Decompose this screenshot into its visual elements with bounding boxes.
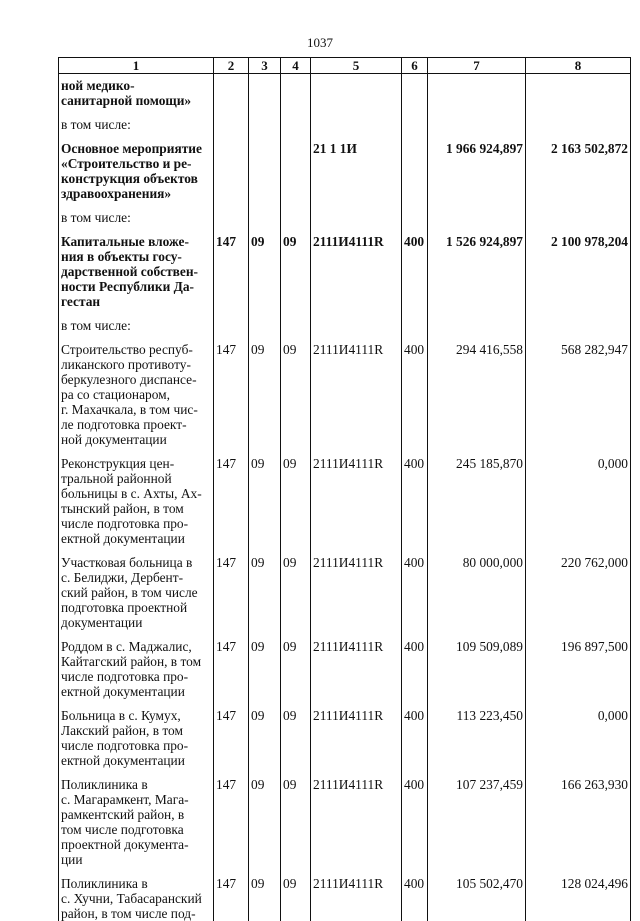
table-row	[59, 141, 631, 210]
cell-target-article: 2111И4111R	[311, 456, 402, 555]
cell-expense-type: 400	[402, 555, 428, 639]
cell-target-article: 2111И4111R	[311, 234, 402, 318]
cell-ministry-code: 147	[214, 708, 249, 777]
cell-subsection-code	[281, 74, 311, 118]
cell-ministry-code: 147	[214, 342, 249, 456]
cell-section-code: 09	[249, 639, 281, 708]
cell-amount-year2: 166 263,930	[526, 777, 631, 876]
cell-amount-year1: 109 509,089	[428, 639, 526, 708]
cell-expense-type	[402, 318, 428, 342]
cell-section-code: 09	[249, 555, 281, 639]
item-name: Участковая больница в с. Белиджи, Дербент- ский район, в том числе подготовка проектной документации	[59, 555, 214, 639]
column-header: 3	[249, 58, 281, 74]
cell-amount-year2: 196 897,500	[526, 639, 631, 708]
cell-section-code: 09	[249, 234, 281, 318]
cell-section-code	[249, 74, 281, 118]
cell-amount-year1	[428, 74, 526, 118]
cell-amount-year2	[526, 210, 631, 234]
cell-amount-year1: 245 185,870	[428, 456, 526, 555]
cell-amount-year2: 2 100 978,204	[526, 234, 631, 318]
page-number: 1037	[0, 35, 640, 51]
cell-expense-type: 400	[402, 342, 428, 456]
cell-amount-year1: 80 000,000	[428, 555, 526, 639]
cell-expense-type	[402, 74, 428, 118]
cell-expense-type: 400	[402, 777, 428, 876]
cell-subsection-code: 09	[281, 777, 311, 876]
cell-subsection-code	[281, 141, 311, 210]
cell-expense-type: 400	[402, 708, 428, 777]
cell-target-article	[311, 117, 402, 141]
item-name: Капитальные вложе- ния в объекты госу- дарственной собствен- ности Республики Да- гестан	[59, 234, 214, 318]
cell-amount-year2	[526, 74, 631, 118]
cell-subsection-code	[281, 210, 311, 234]
cell-target-article: 2111И4111R	[311, 777, 402, 876]
cell-section-code: 09	[249, 456, 281, 555]
cell-subsection-code: 09	[281, 639, 311, 708]
table-row	[59, 456, 631, 555]
item-name: Основное мероприятие «Строительство и ре- конструкция объектов здравоохранения»	[59, 141, 214, 210]
table-row	[59, 708, 631, 777]
cell-ministry-code	[214, 74, 249, 118]
cell-amount-year2: 2 163 502,872	[526, 141, 631, 210]
cell-amount-year2: 0,000	[526, 708, 631, 777]
cell-amount-year1	[428, 117, 526, 141]
header-row	[59, 58, 631, 74]
cell-ministry-code	[214, 210, 249, 234]
item-name: Поликлиника в с. Магарамкент, Мага- рамкентский район, в том числе подготовка проектной документа- ции	[59, 777, 214, 876]
cell-section-code	[249, 141, 281, 210]
column-header: 1	[59, 58, 214, 74]
cell-ministry-code: 147	[214, 555, 249, 639]
column-header: 7	[428, 58, 526, 74]
cell-ministry-code	[214, 318, 249, 342]
cell-expense-type	[402, 141, 428, 210]
item-name: ной медико- санитарной помощи»	[59, 74, 214, 118]
cell-target-article: 21 1 1И	[311, 141, 402, 210]
cell-ministry-code: 147	[214, 456, 249, 555]
item-name: в том числе:	[59, 210, 214, 234]
cell-subsection-code: 09	[281, 555, 311, 639]
cell-amount-year1	[428, 210, 526, 234]
column-header: 2	[214, 58, 249, 74]
table-row	[59, 876, 631, 921]
cell-amount-year1: 294 416,558	[428, 342, 526, 456]
cell-target-article: 2111И4111R	[311, 876, 402, 921]
cell-target-article: 2111И4111R	[311, 639, 402, 708]
cell-section-code	[249, 318, 281, 342]
column-header: 4	[281, 58, 311, 74]
table-body	[59, 74, 631, 921]
cell-expense-type: 400	[402, 456, 428, 555]
cell-subsection-code	[281, 318, 311, 342]
cell-subsection-code: 09	[281, 708, 311, 777]
cell-ministry-code: 147	[214, 876, 249, 921]
cell-amount-year2	[526, 117, 631, 141]
table-row	[59, 210, 631, 234]
item-name: Строительство респуб- ликанского противоту- беркулезного диспансе- ра со стационаром, г. Махачкала, в том чис- ле подготовка проект- ной документации	[59, 342, 214, 456]
cell-subsection-code	[281, 117, 311, 141]
cell-ministry-code: 147	[214, 639, 249, 708]
cell-target-article	[311, 210, 402, 234]
cell-section-code: 09	[249, 342, 281, 456]
cell-subsection-code: 09	[281, 234, 311, 318]
cell-amount-year2: 568 282,947	[526, 342, 631, 456]
item-name: в том числе:	[59, 318, 214, 342]
cell-ministry-code: 147	[214, 234, 249, 318]
cell-subsection-code: 09	[281, 456, 311, 555]
cell-subsection-code: 09	[281, 342, 311, 456]
table-row	[59, 318, 631, 342]
cell-amount-year2: 220 762,000	[526, 555, 631, 639]
cell-amount-year1: 1 526 924,897	[428, 234, 526, 318]
cell-target-article	[311, 318, 402, 342]
item-name: Реконструкция цен- тральной районной больницы в с. Ахты, Ах- тынский район, в том числе подготовка про- ектной документации	[59, 456, 214, 555]
cell-amount-year1	[428, 318, 526, 342]
cell-section-code	[249, 210, 281, 234]
cell-amount-year2	[526, 318, 631, 342]
budget-table	[58, 57, 631, 921]
cell-subsection-code: 09	[281, 876, 311, 921]
cell-ministry-code	[214, 141, 249, 210]
cell-amount-year1: 105 502,470	[428, 876, 526, 921]
cell-target-article: 2111И4111R	[311, 555, 402, 639]
cell-target-article	[311, 74, 402, 118]
item-name: в том числе:	[59, 117, 214, 141]
cell-target-article: 2111И4111R	[311, 342, 402, 456]
cell-ministry-code	[214, 117, 249, 141]
column-header: 6	[402, 58, 428, 74]
cell-section-code: 09	[249, 708, 281, 777]
table-row	[59, 342, 631, 456]
cell-amount-year1: 1 966 924,897	[428, 141, 526, 210]
table-row	[59, 639, 631, 708]
table-row	[59, 234, 631, 318]
cell-amount-year2: 0,000	[526, 456, 631, 555]
cell-ministry-code: 147	[214, 777, 249, 876]
table-row	[59, 74, 631, 118]
item-name: Больница в с. Кумух, Лакский район, в том числе подготовка про- ектной документации	[59, 708, 214, 777]
cell-expense-type: 400	[402, 639, 428, 708]
table-row	[59, 555, 631, 639]
cell-expense-type: 400	[402, 234, 428, 318]
cell-expense-type	[402, 210, 428, 234]
item-name: Поликлиника в с. Хучни, Табасаранский район, в том числе под-	[59, 876, 214, 921]
cell-section-code: 09	[249, 876, 281, 921]
cell-expense-type: 400	[402, 876, 428, 921]
item-name: Роддом в с. Маджалис, Кайтагский район, в том числе подготовка про- ектной документации	[59, 639, 214, 708]
column-header: 5	[311, 58, 402, 74]
cell-amount-year1: 107 237,459	[428, 777, 526, 876]
cell-target-article: 2111И4111R	[311, 708, 402, 777]
table-row	[59, 777, 631, 876]
cell-section-code	[249, 117, 281, 141]
cell-amount-year2: 128 024,496	[526, 876, 631, 921]
table-row	[59, 117, 631, 141]
cell-expense-type	[402, 117, 428, 141]
cell-amount-year1: 113 223,450	[428, 708, 526, 777]
column-header: 8	[526, 58, 631, 74]
cell-section-code: 09	[249, 777, 281, 876]
